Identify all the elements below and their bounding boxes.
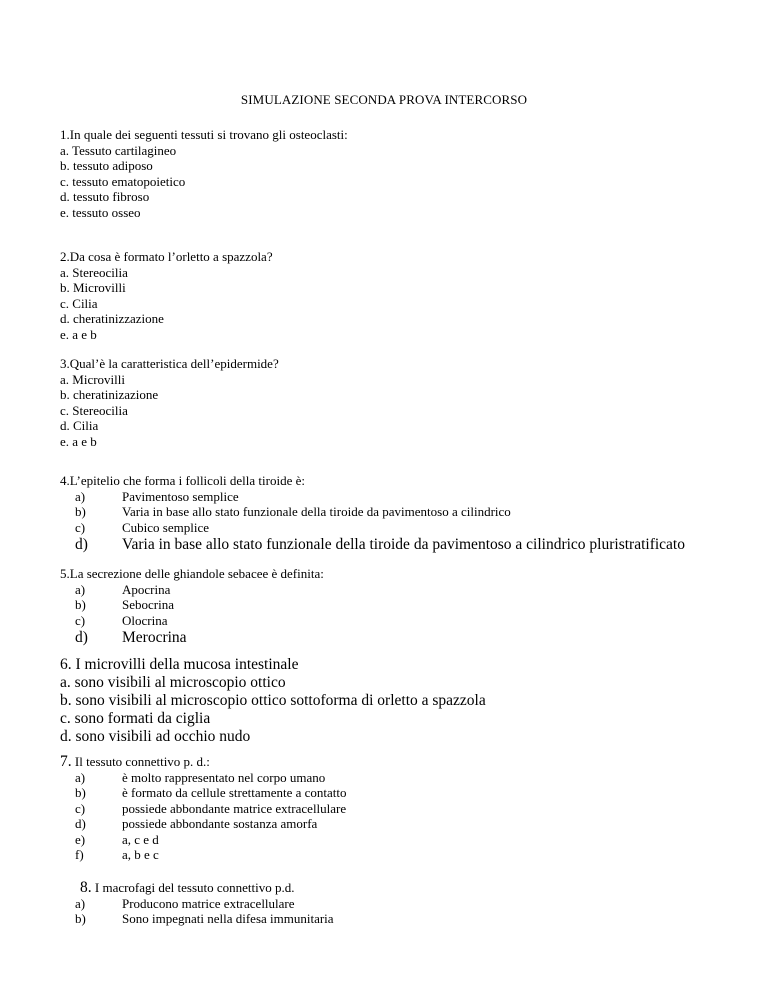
question-1-option-c: c. tessuto ematopoietico [60,173,186,189]
question-1-option-d: d. tessuto fibroso [60,189,150,204]
question-1-option-b: b. tessuto adiposo [60,158,153,173]
question-3-option-c: c. Stereocilia [60,402,128,418]
question-5-option-a: a) Apocrina [75,581,171,597]
question-7 [60,754,347,863]
document-title: SIMULAZIONE SECONDA PROVA INTERCORSO [240,92,528,107]
question-1-option-e: e. tessuto osseo [60,204,141,220]
question-1-option-a: a. Tessuto cartilagineo [60,142,177,158]
question-5-option-d: d) Merocrina [75,629,187,646]
question-7-stem: 7. Il tessuto connettivo p. d.: [60,753,210,770]
question-7-option-b: b) è formato da cellule strettamente a contatto [75,785,347,800]
question-4-option-b: b) Varia in base allo stato funzionale della tiroide da pavimentoso a cilindrico [75,504,511,519]
question-3-option-a: a. Microvilli [60,371,125,387]
question-5 [60,566,324,647]
question-4-option-c: c) Cubico semplice [75,519,210,535]
question-7-option-c: c) possiede abbondante matrice extracellulare [75,800,347,816]
question-1-stem: 1.In quale dei seguenti tessuti si trovano gli osteoclasti: [60,127,348,142]
question-2-option-d: d. cheratinizzazione [60,311,164,326]
question-6-option-a: a. sono visibili al microscopio ottico [60,674,286,691]
question-4 [60,473,685,554]
question-7-option-f: f) a, b e c [75,847,159,862]
question-7-option-e: e) a, c e d [75,831,159,847]
question-7-option-a: a) è molto rappresentato nel corpo umano [75,769,326,785]
question-8 [75,879,334,927]
question-6-option-b: b. sono visibili al microscopio ottico sottoforma di orletto a spazzola [60,692,486,709]
question-5-option-c: c) Olocrina [75,612,168,628]
question-3-stem: 3.Qual’è la caratteristica dell’epidermide? [60,356,279,371]
question-3-option-d: d. Cilia [60,418,99,433]
question-2-option-a: a. Stereocilia [60,264,128,280]
question-2-stem: 2.Da cosa è formato l’orletto a spazzola? [60,249,273,264]
question-8-option-b: b) Sono impegnati nella difesa immunitaria [75,911,334,926]
question-3-option-b: b. cheratinizazione [60,387,159,402]
question-6-option-d: d. sono visibili ad occhio nudo [60,728,251,745]
question-5-stem: 5.La secrezione delle ghiandole sebacee è definita: [60,566,324,581]
question-6-option-c: c. sono formati da ciglia [60,710,211,727]
question-3 [60,356,279,449]
question-2 [60,249,273,342]
question-5-option-b: b) Sebocrina [75,597,174,612]
question-4-option-a: a) Pavimentoso semplice [75,488,239,504]
question-2-option-b: b. Microvilli [60,280,126,295]
question-4-option-d: d) Varia in base allo stato funzionale della tiroide da pavimentoso a cilindrico pluristratificato [75,536,685,553]
question-2-option-e: e. a e b [60,326,97,342]
question-3-option-e: e. a e b [60,433,97,449]
question-1 [60,127,348,220]
question-4-stem: 4.L’epitelio che forma i follicoli della tiroide è: [60,473,305,488]
question-6-stem: 6. I microvilli della mucosa intestinale [60,656,299,673]
question-2-option-c: c. Cilia [60,295,98,311]
question-8-stem: 8. I macrofagi del tessuto connettivo p.d. [80,879,295,896]
question-7-option-d: d) possiede abbondante sostanza amorfa [75,816,318,831]
question-8-option-a: a) Producono matrice extracellulare [75,895,295,911]
question-6 [60,656,486,746]
